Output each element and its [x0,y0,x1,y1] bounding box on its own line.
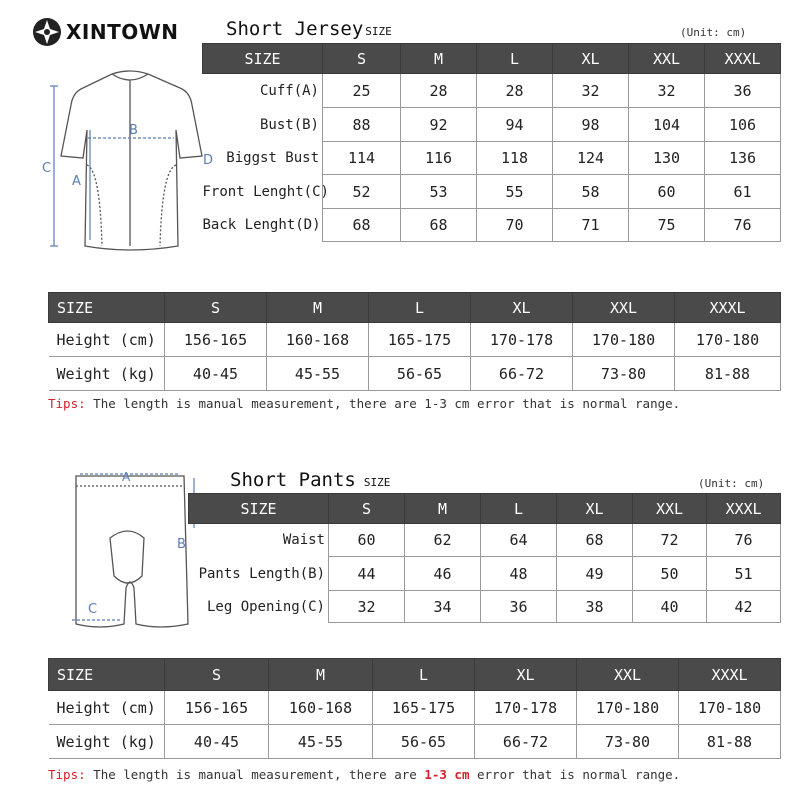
table-cell: 60 [329,524,405,557]
header-cell: XXXL [679,659,781,691]
table-cell: 62 [405,524,481,557]
row-label: Height (cm) [49,323,165,357]
table-cell: 165-175 [373,691,475,725]
table-row [203,74,781,108]
table-cell: 28 [477,74,553,108]
table-cell: 38 [557,591,633,623]
header-cell: L [373,659,475,691]
table-cell: 94 [477,108,553,142]
table-cell: 49 [557,557,633,591]
header-cell: XL [471,293,573,323]
table-cell: 46 [405,557,481,591]
table-cell: 88 [323,108,401,142]
table-cell: 156-165 [165,691,269,725]
table-cell: 75 [629,209,705,242]
tips-note: Tips: The length is manual measurement, there are 1-3 cm error that is normal range. [48,767,681,782]
header-cell: SIZE [203,44,323,74]
table-cell: 73-80 [573,357,675,391]
tips-note: Tips: The length is manual measurement, there are 1-3 cm error that is normal range. [48,396,681,411]
pants-title: Short Pants SIZE [230,469,391,491]
pants-label-b: B [177,537,186,552]
table-cell: 170-180 [577,691,679,725]
table-cell: 60 [629,175,705,209]
row-label: Back Lenght(D) [203,209,323,242]
table-cell: 56-65 [373,725,475,759]
jersey-diagram [40,60,220,260]
table-cell: 170-180 [573,323,675,357]
table-row [189,557,781,591]
table-row [203,175,781,209]
header-cell: SIZE [189,494,329,524]
jersey-label-d: D [203,153,214,168]
table-row [49,725,781,759]
table-row [189,591,781,623]
table-row [49,323,781,357]
table-row [203,209,781,242]
table-cell: 53 [401,175,477,209]
header-cell: M [267,293,369,323]
row-label: Weight (kg) [49,725,165,759]
table-cell: 42 [707,591,781,623]
table-cell: 40-45 [165,357,267,391]
table-cell: 52 [323,175,401,209]
table-cell: 32 [629,74,705,108]
header-cell: S [323,44,401,74]
table-header-row [203,44,781,74]
header-cell: S [165,659,269,691]
table-cell: 48 [481,557,557,591]
table-row [203,142,781,175]
table-cell: 118 [477,142,553,175]
table-cell: 28 [401,74,477,108]
jersey-unit: (Unit: cm) [680,26,747,39]
table-cell: 114 [323,142,401,175]
jersey-label-a: A [72,174,81,189]
table-cell: 98 [553,108,629,142]
table-cell: 156-165 [165,323,267,357]
jersey-label-b: B [129,123,138,138]
row-label: Cuff(A) [203,74,323,108]
table-cell: 36 [481,591,557,623]
table-cell: 45-55 [267,357,369,391]
pants-diagram [66,468,206,640]
table-cell: 116 [401,142,477,175]
header-cell: XL [475,659,577,691]
row-label: Front Lenght(C) [203,175,323,209]
table-cell: 104 [629,108,705,142]
jersey-size-table [202,43,781,242]
row-label: Pants Length(B) [189,557,329,591]
row-label: Weight (kg) [49,357,165,391]
header-cell: L [481,494,557,524]
pants-label-c: C [88,602,98,617]
header-cell: SIZE [49,293,165,323]
row-label: Biggst Bust [203,142,323,175]
table-cell: 165-175 [369,323,471,357]
table-cell: 160-168 [269,691,373,725]
table-cell: 130 [629,142,705,175]
pants-unit: (Unit: cm) [698,477,765,490]
table-cell: 124 [553,142,629,175]
table-cell: 71 [553,209,629,242]
table-cell: 160-168 [267,323,369,357]
table-cell: 170-178 [471,323,573,357]
header-cell: XXL [633,494,707,524]
table-cell: 106 [705,108,781,142]
jersey-fit-table [48,292,781,391]
table-cell: 25 [323,74,401,108]
table-cell: 34 [405,591,481,623]
table-row [49,691,781,725]
table-header-row [49,293,781,323]
row-label: Waist [189,524,329,557]
table-cell: 32 [553,74,629,108]
table-cell: 32 [329,591,405,623]
table-cell: 81-88 [679,725,781,759]
table-cell: 81-88 [675,357,781,391]
header-cell: M [405,494,481,524]
table-cell: 66-72 [471,357,573,391]
brand-logo-icon [32,17,62,47]
table-cell: 136 [705,142,781,175]
table-cell: 50 [633,557,707,591]
table-cell: 170-178 [475,691,577,725]
pants-size-table [188,493,781,623]
table-cell: 68 [557,524,633,557]
table-cell: 44 [329,557,405,591]
header-cell: XL [553,44,629,74]
table-cell: 40 [633,591,707,623]
table-cell: 40-45 [165,725,269,759]
table-row [203,108,781,142]
header-cell: XXXL [707,494,781,524]
header-cell: XXL [577,659,679,691]
table-cell: 68 [323,209,401,242]
table-cell: 72 [633,524,707,557]
table-row [189,524,781,557]
table-cell: 55 [477,175,553,209]
table-cell: 61 [705,175,781,209]
header-cell: XXXL [705,44,781,74]
table-cell: 36 [705,74,781,108]
table-cell: 92 [401,108,477,142]
pants-label-a: A [122,470,131,484]
table-cell: 73-80 [577,725,679,759]
header-cell: M [401,44,477,74]
table-cell: 51 [707,557,781,591]
table-cell: 58 [553,175,629,209]
jersey-label-c: C [42,161,52,176]
pants-fit-table [48,658,781,759]
table-cell: 68 [401,209,477,242]
header-cell: L [477,44,553,74]
header-cell: XXL [629,44,705,74]
brand-name: XINTOWN [66,20,179,44]
header-cell: M [269,659,373,691]
table-cell: 64 [481,524,557,557]
table-cell: 56-65 [369,357,471,391]
table-cell: 76 [707,524,781,557]
table-header-row [189,494,781,524]
table-cell: 70 [477,209,553,242]
header-cell: SIZE [49,659,165,691]
header-cell: S [165,293,267,323]
jersey-title: Short Jersey SIZE [226,18,392,40]
table-header-row [49,659,781,691]
header-cell: S [329,494,405,524]
header-cell: L [369,293,471,323]
table-row [49,357,781,391]
table-cell: 45-55 [269,725,373,759]
header-cell: XXXL [675,293,781,323]
table-cell: 76 [705,209,781,242]
table-cell: 66-72 [475,725,577,759]
table-cell: 170-180 [679,691,781,725]
header-cell: XXL [573,293,675,323]
row-label: Leg Opening(C) [189,591,329,623]
header-cell: XL [557,494,633,524]
row-label: Height (cm) [49,691,165,725]
table-cell: 170-180 [675,323,781,357]
row-label: Bust(B) [203,108,323,142]
